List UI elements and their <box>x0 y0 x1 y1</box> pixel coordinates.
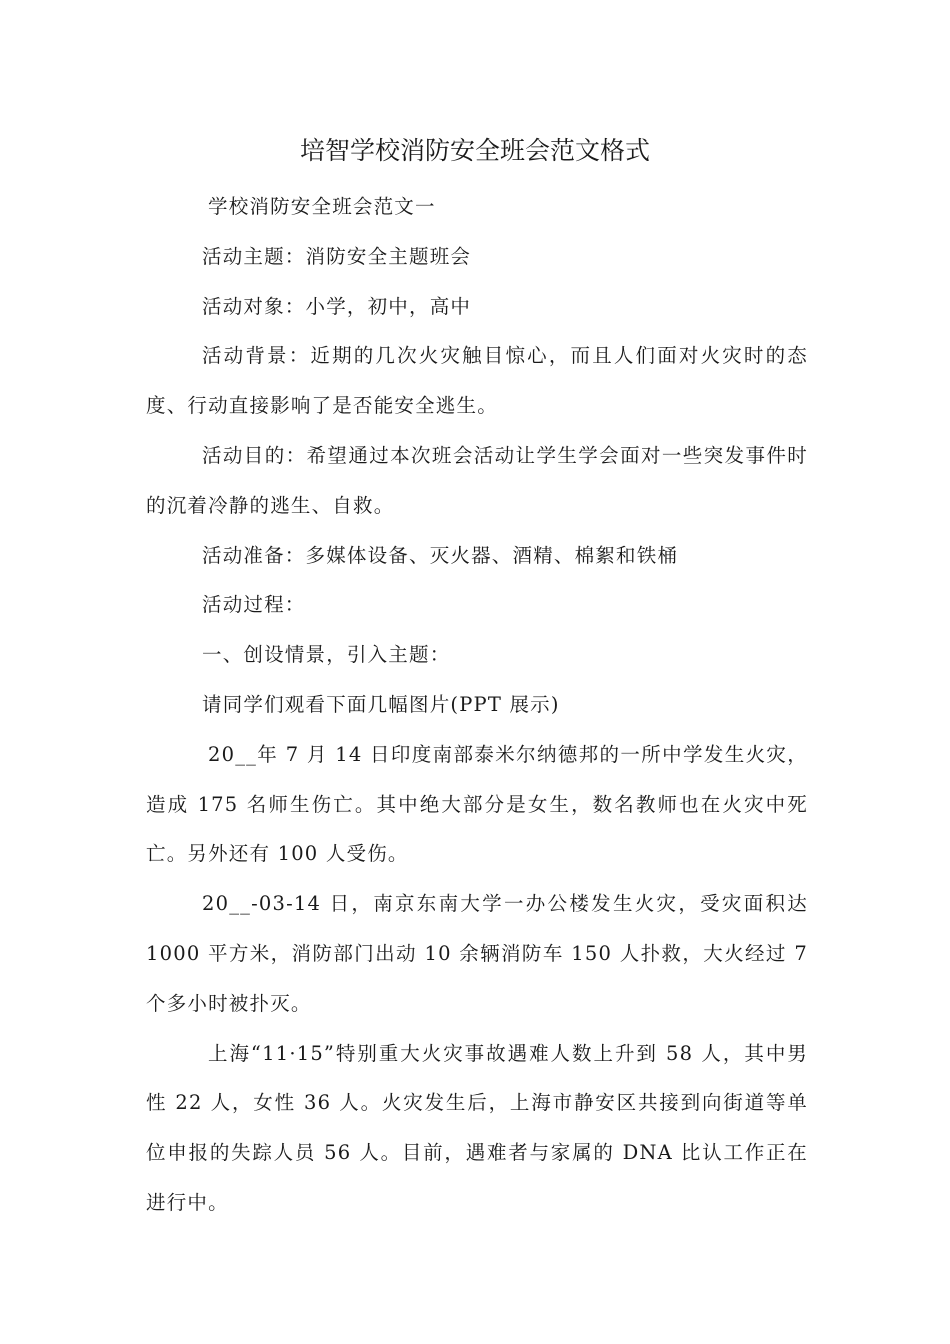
paragraph-shanghai-fire: 上海“11·15”特别重大火灾事故遇难人数上升到 58 人，其中男性 22 人，女性 36 人。火灾发生后，上海市静安区共接到向街道等单位申报的失踪人员 56 人。目前，遇难者与家属的 DNA 比认工作正在进行中。 <box>146 1041 808 1214</box>
paragraph-nanjing-fire: 20__-03-14 日，南京东南大学一办公楼发生火灾，受灾面积达 1000 平方米，消防部门出动 10 余辆消防车 150 人扑救，大火经过 7 个多小时被扑灭。 <box>146 892 808 1015</box>
document-body <box>146 182 808 1228</box>
paragraph-view-images: 请同学们观看下面几幅图片(PPT 展示) <box>202 692 560 716</box>
paragraph-activity-process: 活动过程： <box>202 593 306 617</box>
document-title: 培智学校消防安全班会范文格式 <box>299 136 650 165</box>
paragraph-activity-target: 活动对象：小学，初中，高中 <box>202 294 472 318</box>
paragraph-activity-purpose: 活动目的：希望通过本次班会活动让学生学会面对一些突发事件时的沉着冷静的逃生、自救。 <box>146 443 808 517</box>
section-heading: 学校消防安全班会范文一 <box>208 195 436 218</box>
paragraph-activity-preparation: 活动准备：多媒体设备、灭火器、酒精、棉絮和铁桶 <box>202 543 679 567</box>
paragraph-step-one: 一、创设情景，引入主题： <box>202 643 451 667</box>
paragraph-activity-background: 活动背景：近期的几次火灾触目惊心，而且人们面对火灾时的态度、行动直接影响了是否能安全逃生。 <box>146 344 808 418</box>
paragraph-india-fire: 20__年 7 月 14 日印度南部泰米尔纳德邦的一所中学发生火灾，造成 175 名师生伤亡。其中绝大部分是女生，数名教师也在火灾中死亡。另外还有 100 人受伤。 <box>146 742 808 866</box>
paragraph-activity-theme: 活动主题：消防安全主题班会 <box>202 244 472 268</box>
